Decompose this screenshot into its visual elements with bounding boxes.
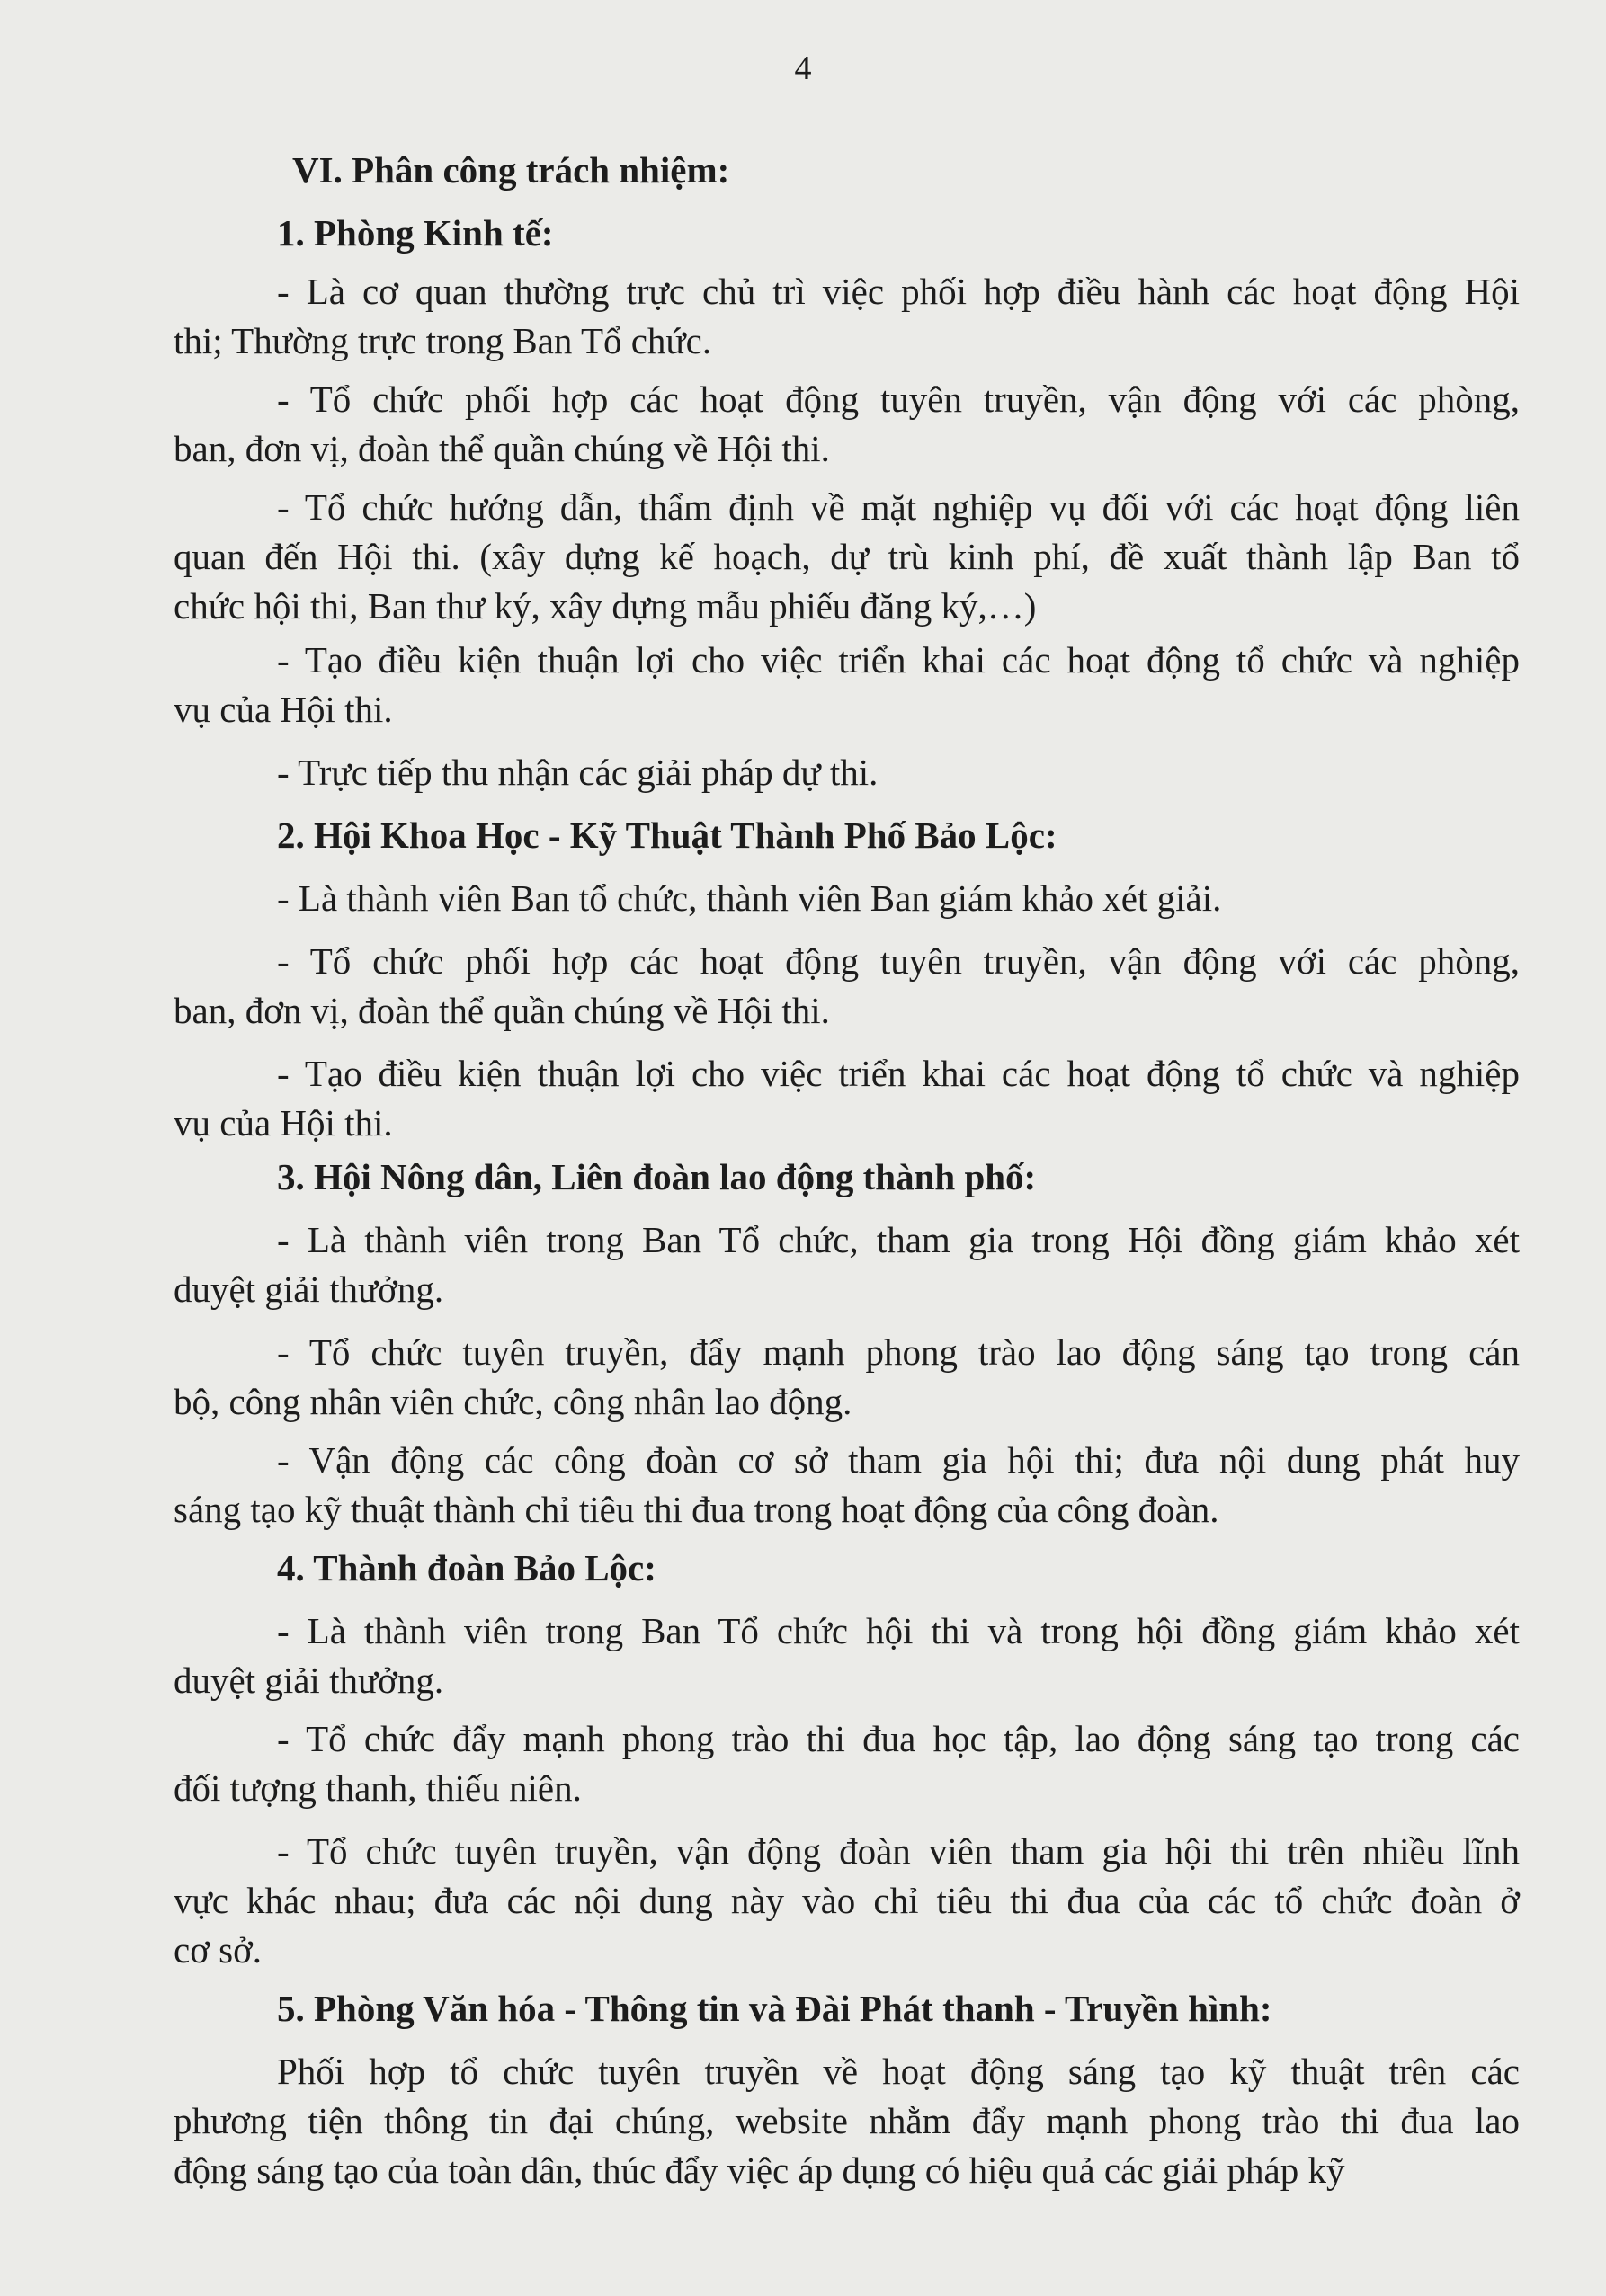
paragraph-line: thi; Thường trực trong Ban Tổ chức.	[174, 320, 712, 361]
paragraph-line: - Tổ chức hướng dẫn, thẩm định về mặt nghiệp vụ đối với các hoạt động liên	[277, 486, 1520, 528]
paragraph-line: - Vận động các công đoàn cơ sở tham gia hội thi; đưa nội dung phát huy	[277, 1439, 1520, 1481]
section-title: 3. Hội Nông dân, Liên đoàn lao động thành phố:	[277, 1156, 1037, 1197]
paragraph-line: - Tạo điều kiện thuận lợi cho việc triển khai các hoạt động tổ chức và nghiệp	[277, 1053, 1520, 1094]
paragraph-line: quan đến Hội thi. (xây dựng kế hoạch, dự trù kinh phí, đề xuất thành lập Ban tổ	[174, 536, 1520, 577]
paragraph-line: vụ của Hội thi.	[174, 1102, 393, 1144]
page-number: 4	[794, 49, 812, 87]
paragraph-line: sáng tạo kỹ thuật thành chỉ tiêu thi đua trong hoạt động của công đoàn.	[174, 1489, 1219, 1530]
paragraph-line: - Tổ chức phối hợp các hoạt động tuyên truyền, vận động với các phòng,	[277, 378, 1520, 420]
paragraph-line: Phối hợp tổ chức tuyên truyền về hoạt động sáng tạo kỹ thuật trên các	[277, 2051, 1520, 2092]
paragraph-line: phương tiện thông tin đại chúng, website nhằm đẩy mạnh phong trào thi đua lao	[174, 2100, 1520, 2141]
paragraph-line: bộ, công nhân viên chức, công nhân lao động.	[174, 1381, 852, 1422]
paragraph-line: - Là thành viên trong Ban Tổ chức, tham gia trong Hội đồng giám khảo xét	[277, 1219, 1520, 1260]
paragraph-line: - Trực tiếp thu nhận các giải pháp dự thi.	[277, 752, 879, 793]
paragraph-line: - Tổ chức tuyên truyền, đẩy mạnh phong trào lao động sáng tạo trong cán	[277, 1331, 1520, 1373]
paragraph-line: ban, đơn vị, đoàn thể quần chúng về Hội thi.	[174, 990, 830, 1031]
paragraph-line: - Tổ chức đẩy mạnh phong trào thi đua học tập, lao động sáng tạo trong các	[277, 1718, 1520, 1759]
paragraph-line: - Tổ chức tuyên truyền, vận động đoàn viên tham gia hội thi trên nhiều lĩnh	[277, 1830, 1520, 1872]
paragraph-line: - Tạo điều kiện thuận lợi cho việc triển khai các hoạt động tổ chức và nghiệp	[277, 639, 1520, 681]
paragraph-line: - Tổ chức phối hợp các hoạt động tuyên truyền, vận động với các phòng,	[277, 940, 1520, 982]
section-title: 2. Hội Khoa Học - Kỹ Thuật Thành Phố Bảo Lộc:	[277, 814, 1057, 856]
paragraph-line: vụ của Hội thi.	[174, 689, 393, 730]
paragraph-line: cơ sở.	[174, 1929, 263, 1971]
section-title: 4. Thành đoàn Bảo Lộc:	[277, 1547, 656, 1589]
paragraph-line: - Là thành viên trong Ban Tổ chức hội thi và trong hội đồng giám khảo xét	[277, 1610, 1520, 1651]
section-title: 1. Phòng Kinh tế:	[277, 212, 554, 254]
paragraph-line: - Là cơ quan thường trực chủ trì việc phối hợp điều hành các hoạt động Hội	[277, 271, 1520, 312]
section-title: 5. Phòng Văn hóa - Thông tin và Đài Phát thanh - Truyền hình:	[277, 1988, 1272, 2029]
paragraph-line: ban, đơn vị, đoàn thể quần chúng về Hội thi.	[174, 428, 830, 469]
paragraph-line: chức hội thi, Ban thư ký, xây dựng mẫu phiếu đăng ký,…)	[174, 585, 1037, 627]
paragraph-line: động sáng tạo của toàn dân, thúc đẩy việc áp dụng có hiệu quả các giải pháp kỹ	[174, 2149, 1345, 2191]
paragraph-line: duyệt giải thưởng.	[174, 1660, 444, 1701]
paragraph-line: - Là thành viên Ban tổ chức, thành viên Ban giám khảo xét giải.	[277, 877, 1222, 919]
paragraph-line: đối tượng thanh, thiếu niên.	[174, 1767, 582, 1809]
paragraph-line: vực khác nhau; đưa các nội dung này vào chỉ tiêu thi đua của các tổ chức đoàn ở	[174, 1880, 1520, 1921]
paragraph-line: duyệt giải thưởng.	[174, 1268, 444, 1310]
section-heading: VI. Phân công trách nhiệm:	[292, 149, 730, 191]
